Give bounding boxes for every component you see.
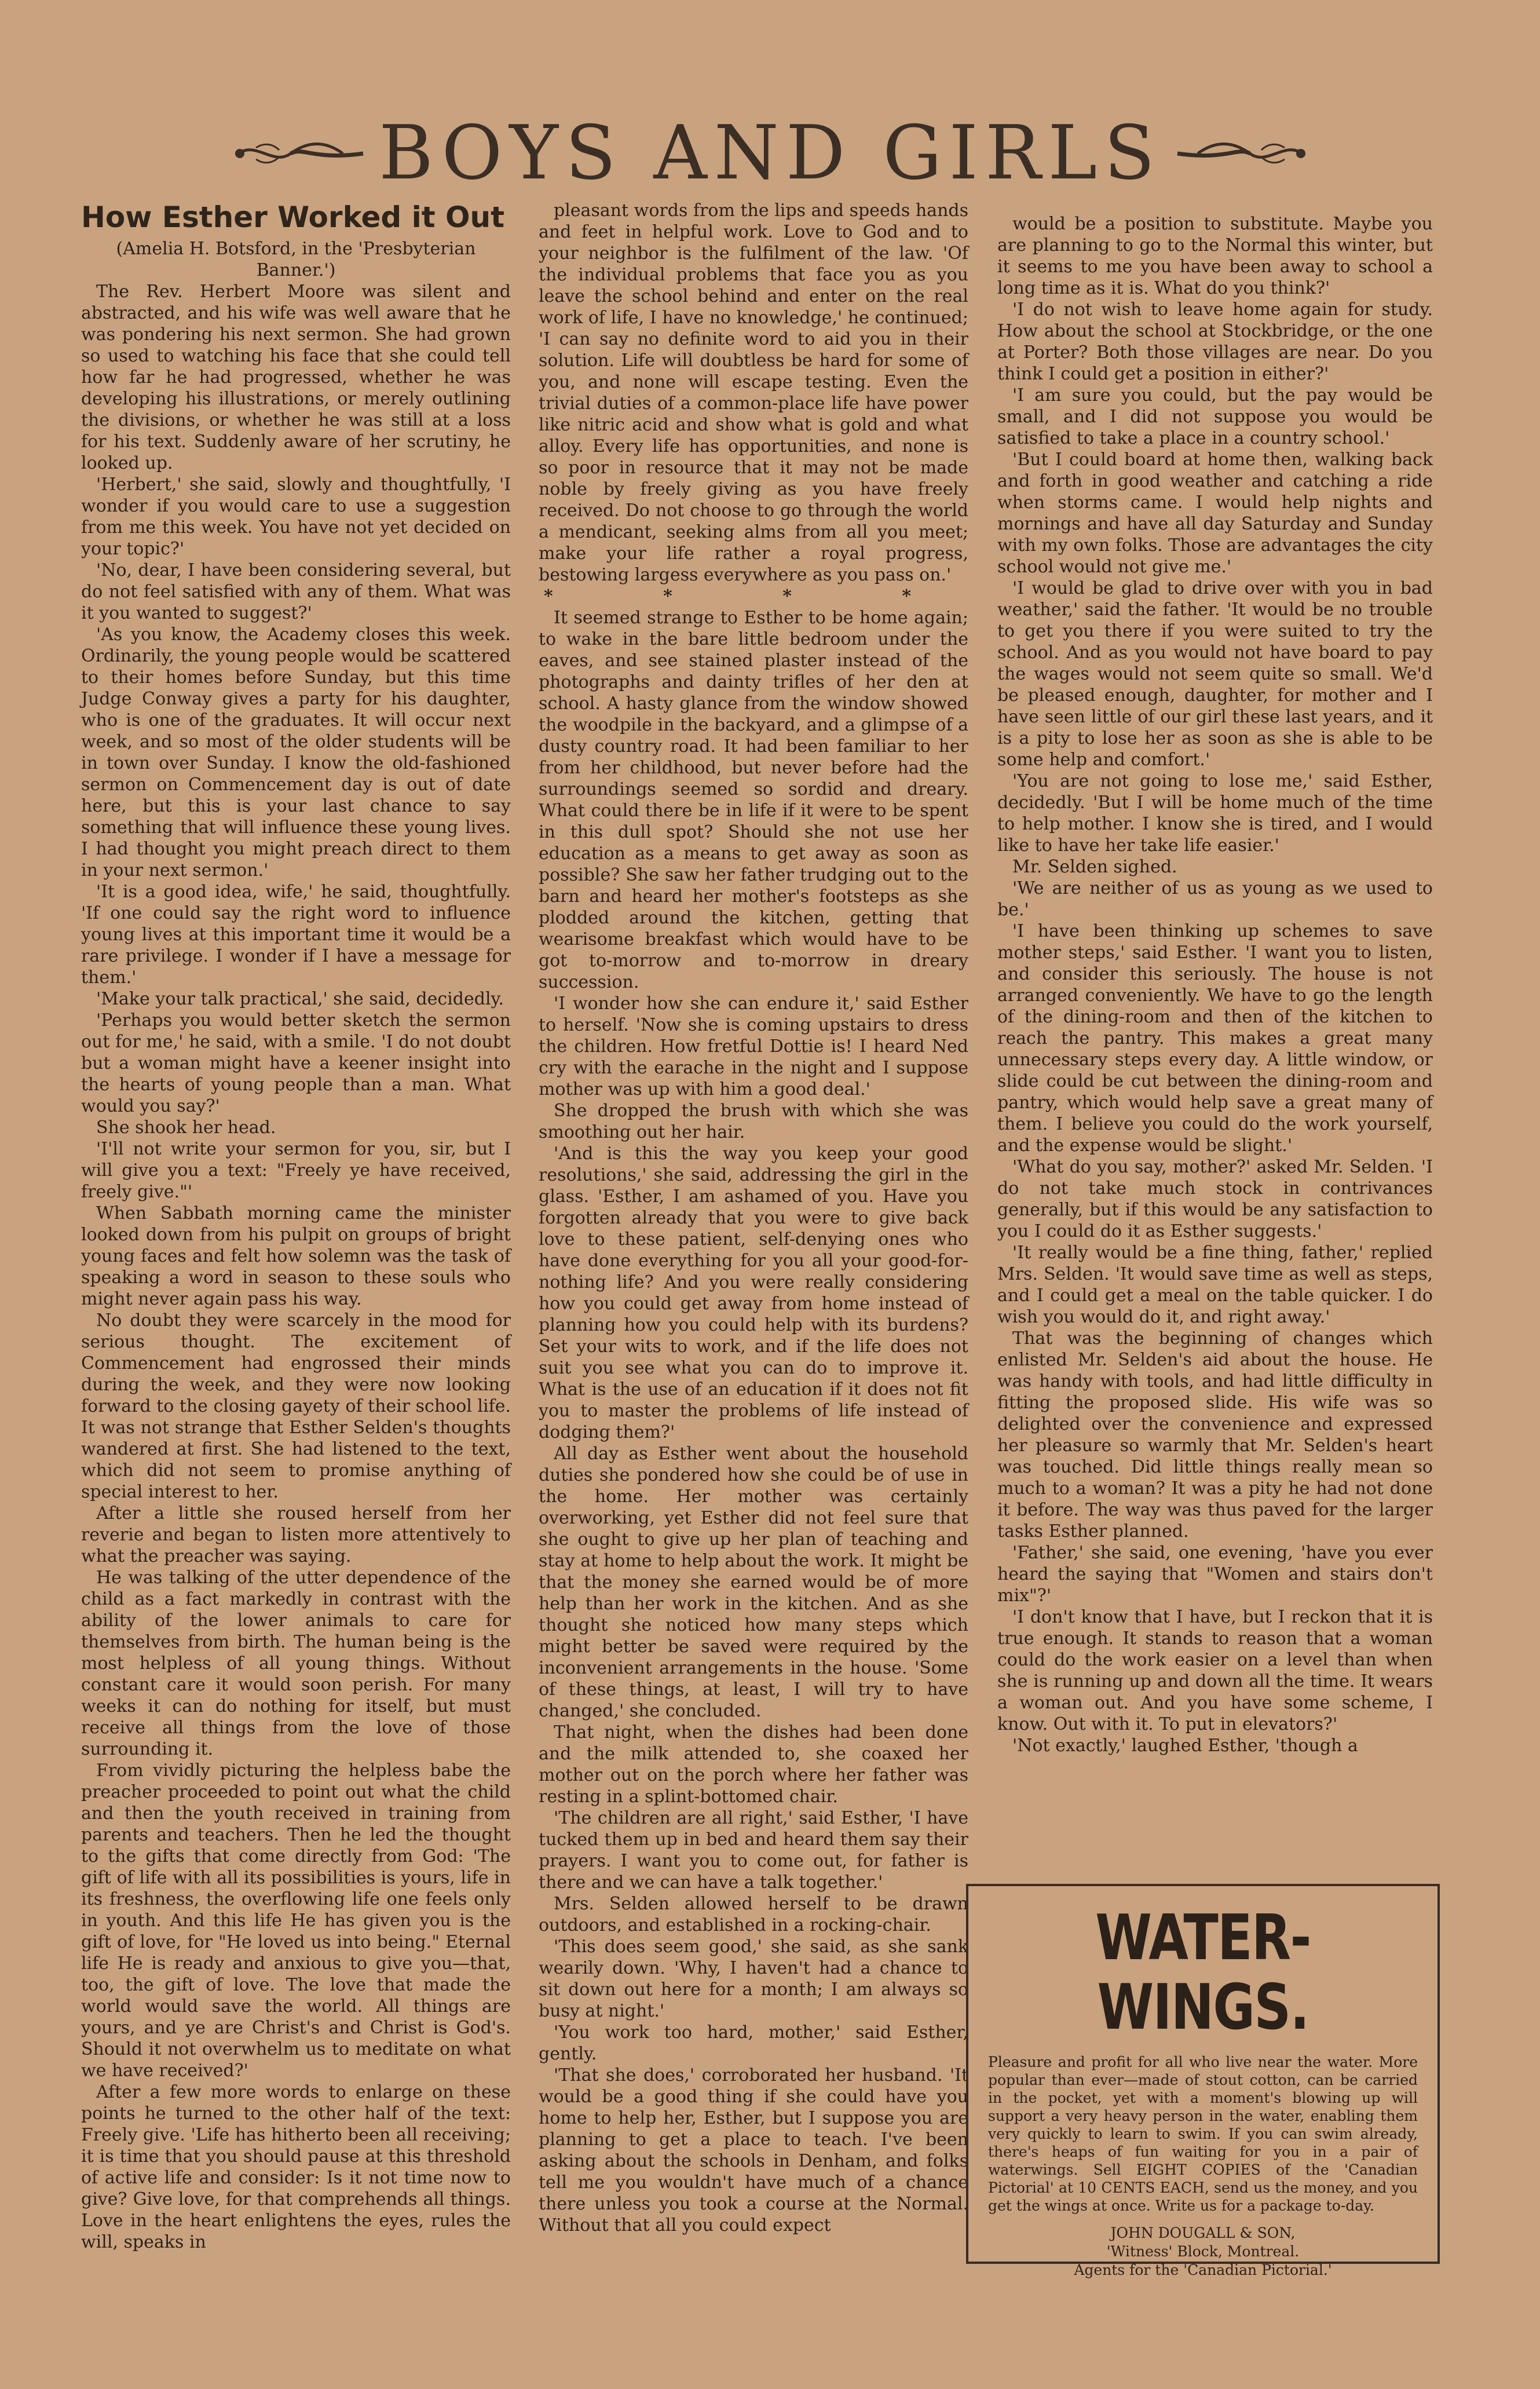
article-byline: (Amelia H. Botsford, in the 'Presbyterian Banner.'): [116, 239, 476, 280]
article-paragraph: She shook her head.: [96, 1117, 276, 1138]
article-title: How Esther Worked it Out: [81, 200, 505, 234]
article-paragraph: That was the beginning of changes which enlisted Mr. Selden's aid about the house. He was handy with tools, and had little difficulty in fitting the proposed slide. His wife was so delighted over the convenience and expressed her pleasure so warmly that Mr. Selden's heart was touched. Did little things really mean so much to a woman? It was a pity he had not done it before. The way was thus paved for the larger tasks Esther planned.: [997, 1328, 1433, 1541]
article-column-3: [997, 213, 1433, 1756]
article-paragraph: It seemed strange to Esther to be home again; to wake in the bare little bedroom under the eaves, and see stained plaster instead of the photographs and dainty trifles of her den at school. A hasty glance from the window showed the woodpile in the backyard, and a glimpse of a dusty country road. It had been familiar to her from her childhood, but never before had the surroundings seemed so sordid and dreary. What could there be in life if it were to be spent in this dull spot? Should she not use her education as a means to get away as soon as possible? She saw her father trudging out to the barn and heard her mother's footsteps as she plodded around the kitchen, getting that wearisome breakfast which would have to be got to-morrow and to-morrow in dreary succession.: [539, 608, 968, 992]
column-3-paragraphs: [997, 213, 1433, 1756]
article-paragraph: 'That she does,' corroborated her husband. 'It would be a good thing if she could have you home to help her, Esther, but I suppose you are planning to get a place to teach. I've been asking about the schools in Denham, and folks tell me you wouldn't have much of a chance there unless you took a course at the Normal. Without that all you could expect: [539, 2065, 968, 2235]
article-paragraph: That night, when the dishes had been done and the milk attended to, she coaxed her mother out on the porch where her father was resting in a splint-bottomed chair.: [539, 1722, 968, 1807]
article-paragraph: 'Perhaps you would better sketch the sermon out for me,' he said, with a smile. 'I do not doubt but a woman might have a keener insight into the hearts of young people than a man. What would you say?': [81, 1010, 511, 1116]
article-paragraph: 'Make your talk practical,' she said, decidedly.: [96, 989, 504, 1009]
ad-signature-name: JOHN DOUGALL & SON,: [1110, 2224, 1296, 2241]
ad-signature: [988, 2224, 1418, 2280]
article-paragraph: 'As you know, the Academy closes this week. Ordinarily, the young people would be scattered to their homes before Sunday, but this time Judge Conway gives a party for his daughter, who is one of the graduates. It will occur next week, and so most of the older students will be in town over Sunday. I know the old-fashioned sermon on Commencement day is out of date here, but this is your last chance to say something that will influence these young lives. I had thought you might preach direct to them in your next sermon.': [81, 624, 511, 881]
article-paragraph: pleasant words from the lips and speeds hands and feet in helpful work. Love to God and to your neighbor is the fulfilment of the law. 'Of the individual problems that face you as you leave the school behind and enter on the real work of life, I have no knowledge,' he continued; 'I can say no definite word to aid you in their solution. Life will doubtless be hard for some of you, and none will escape testing. Even the trivial duties of a common-place life have power like nitric acid and show what is gold and what alloy. Every life has opportunities, and none is so poor in resource that it may not be made noble by freely giving as you have freely received. Do not choose to go through the world a mendicant, seeking alms from all you meet; make your life rather a royal progress, bestowing largess everywhere as you pass on.': [539, 200, 968, 585]
article-paragraph: He was talking of the utter dependence of the child as a fact markedly in contrast with the ability of the lower animals to care for themselves from birth. The human being is the most helpless of all young things. Without constant care it would soon perish. For many weeks it can do nothing for itself, but must receive all things from the love of those surrounding it.: [81, 1568, 511, 1759]
article-paragraph: After a little she roused herself from her reverie and began to listen more attentively to what the preacher was saying.: [81, 1503, 511, 1566]
article-paragraph: 'I would be glad to drive over with you in bad weather,' said the father. 'It would be no trouble to get you there if you were suited to try the school. And as you would not have board to pay the wages would not seem quite so small. We'd be pleased enough, daughter, for mother and I have seen little of our girl these last years, and it is a pity to lose her as soon as she is able to be some help and comfort.': [997, 578, 1433, 770]
article-paragraph: 'I don't know that I have, but I reckon that it is true enough. It stands to reason that a woman could do the work easier on a level than when she is running up and down all the time. It wears a woman out. And you have some scheme, I know. Out with it. To put in elevators?': [997, 1607, 1433, 1734]
article-paragraph: From vividly picturing the helpless babe the preacher proceeded to point out what the child and then the youth received in training from parents and teachers. Then he led the thought to the gifts that come directly from God: 'The gift of life with all its possibilities is yours, life in its freshness, the overflowing life one feels only in youth. And this life He has given you is the gift of love, for "He loved us into being." Eternal life He is ready and anxious to give you—that, too, the gift of love. The love that made the world would save the world. All things are yours, and ye are Christ's and Christ is God's. Should it not overwhelm us to meditate on what we have received?': [81, 1760, 511, 2081]
article-paragraph: 'But I could board at home then, walking back and forth in good weather and catching a ride when storms came. I would help nights and mornings and have all day Saturday and Sunday with my own folks. Those are advantages the city school would not give me.': [997, 450, 1433, 577]
article-paragraph: Mr. Selden sighed.: [1012, 857, 1177, 877]
article-paragraph: When Sabbath morning came the minister looked down from his pulpit on groups of bright young faces and felt how solemn was the task of speaking a word in season to these souls who might never again pass his way.: [81, 1203, 511, 1309]
article-paragraph: 'I have been thinking up schemes to save mother steps,' said Esther. 'I want you to listen, and consider this seriously. The house is not arranged conveniently. We have to go the length of the dining-room and then of the kitchen to reach the pantry. This makes a great many unnecessary steps every day. A little window, or slide could be cut between the dining-room and pantry, which would help save a great many of them. I believe you could do the work yourself, and the expense would be slight.': [997, 921, 1433, 1156]
masthead: [208, 110, 1332, 197]
article-column-1: [81, 200, 511, 2253]
article-paragraph: 'You work too hard, mother,' said Esther, gently.: [539, 2022, 968, 2064]
article-paragraph: No doubt they were scarcely in the mood for serious thought. The excitement of Commencement had engrossed their minds during the week, and they were now looking forward to the closing gayety of their school life. It was not strange that Esther Selden's thoughts wandered at first. She had listened to the text, which did not seem to promise anything of special interest to her.: [81, 1310, 511, 1502]
article-paragraph: 'Not exactly,' laughed Esther, 'though a: [1012, 1736, 1358, 1756]
ad-title: WATER-WINGS.: [1095, 1902, 1311, 2044]
article-paragraph: 'It is a good idea, wife,' he said, thoughtfully. 'If one could say the right word to influence young lives at this important time it would be a rare privilege. I wonder if I have a message for them.': [81, 882, 511, 988]
article-paragraph: 'You are not going to lose me,' said Esther, decidedly. 'But I will be home much of the time to help mother. I know she is tired, and I would like to have her take life easier.': [997, 771, 1433, 856]
article-paragraph: 'The children are all right,' said Esther, 'I have tucked them up in bed and heard them say their prayers. I want you to come out, for father is there and we can have a talk together.': [539, 1808, 968, 1893]
column-2-paragraphs-bottom: [539, 607, 968, 2236]
column-1-paragraphs: [81, 281, 511, 2253]
section-break-stars: * * * *: [543, 586, 964, 607]
article-paragraph: 'I wonder how she can endure it,' said Esther to herself. 'Now she is coming upstairs to dress the children. How fretful Dottie is! I heard Ned cry with the earache in the night and I suppose mother was up with him a good deal.': [539, 993, 968, 1099]
article-paragraph: 'What do you say, mother?' asked Mr. Selden. 'I do not take much stock in contrivances generally, but if this would be any satisfaction to you I could do it as Esther suggests.': [997, 1157, 1433, 1241]
right-flourish-ornament: [1175, 136, 1308, 171]
article-paragraph: would be a position to substitute. Maybe you are planning to go to the Normal this winter, but it seems to me you have been away to school a long time as it is. What do you think?': [997, 214, 1433, 298]
article-paragraph: 'Herbert,' she said, slowly and thoughtfully, 'I wonder if you would care to use a suggestion from me this week. You have not yet decided on your topic?': [81, 474, 511, 559]
article-paragraph: 'I'll not write your sermon for you, sir, but I will give you a text: "Freely ye have received, freely give."': [81, 1139, 511, 1202]
article-paragraph: 'This does seem good,' she said, as she sank wearily down. 'Why, I haven't had a chance to sit down out here for a month; I am always so busy at night.': [539, 1937, 968, 2021]
article-paragraph: 'We are neither of us as young as we used to be.': [997, 878, 1433, 920]
article-paragraph: After a few more words to enlarge on these points he turned to the other half of the text: Freely give. 'Life has hitherto been all receiving; it is time that you should pause at this threshold of active life and consider: Is it not time now to give? Give love, for that comprehends all things. Love in the heart enlightens the eyes, rules the will, speaks in: [81, 2082, 511, 2252]
article-paragraph: She dropped the brush with which she was smoothing out her hair.: [539, 1101, 968, 1142]
article-paragraph: Mrs. Selden allowed herself to be drawn outdoors, and established in a rocking-chair.: [539, 1894, 968, 1935]
left-flourish-ornament: [233, 136, 366, 171]
ad-body: Pleasure and profit for all who live near the water. More popular than ever—made of stout cotton, can be carried in the pocket, yet with a moment's blowing up will support a very heavy person in the water, enabling them very quickly to learn to swim. If you can swim already, there's heaps of fun waiting for you in a pair of waterwings. Sell EIGHT COPIES of the 'Canadian Pictorial' at 10 CENTS EACH, send us the money, and you get the wings at once. Write us for a package to-day.: [988, 2054, 1418, 2214]
article-paragraph: The Rev. Herbert Moore was silent and abstracted, and his wife was well aware that he was pondering his next sermon. She had grown so used to watching his face that she could tell how far he had progressed, whether he was developing his illustrations, or merely outlining the divisions, or whether he was still at a loss for his text. Suddenly aware of her scrutiny, he looked up.: [81, 282, 511, 473]
ad-signature-address: 'Witness' Block, Montreal.: [1106, 2243, 1300, 2260]
article-paragraph: 'I am sure you could, but the pay would be small, and I did not suppose you would be satisfied to take a place in a country school.': [997, 385, 1433, 448]
article-paragraph: All day as Esther went about the household duties she pondered how she could be of use in the home. Her mother was certainly overworking, yet Esther did not feel sure that she ought to give up her plan of teaching and stay at home to help about the work. It might be that the money she earned would be of more help than her work in the kitchen. And as she thought she noticed how many steps which might better be saved were required by the inconvenient arrangements in the house. 'Some of these things, at least, I will try to have changed,' she concluded.: [539, 1444, 968, 1721]
article-paragraph: 'I do not wish to leave home again for study. How about the school at Stockbridge, or the one at Porter? Both those villages are near. Do you think I could get a position in either?': [997, 299, 1433, 384]
article-paragraph: 'No, dear, I have been considering several, but do not feel satisfied with any of them. What was it you wanted to suggest?': [81, 560, 511, 623]
column-2-paragraphs-top: [539, 200, 968, 586]
article-column-2: [539, 200, 968, 2236]
section-title: BOYS AND GIRLS: [379, 110, 1162, 196]
article-paragraph: 'And is this the way you keep your good resolutions,' she said, addressing the girl in the glass. 'Esther, I am ashamed of you. Have you forgotten already that you were to give back love to these patient, self-denying ones who have done everything for you all your good-for-nothing life? And you were really considering how you could get away from home instead of planning how you could help with its burdens? Set your wits to work, and if the life does not suit you see what you can do to improve it. What is the use of an education if it does not fit you to master the problems of life instead of dodging them?': [539, 1144, 968, 1442]
article-paragraph: 'Father,' she said, one evening, 'have you ever heard the saying that "Women and stairs don't mix"?': [997, 1543, 1433, 1606]
water-wings-advertisement: [966, 1884, 1440, 2278]
ad-signature-agents: Agents for the 'Canadian Pictorial.': [1074, 2262, 1332, 2278]
article-paragraph: 'It really would be a fine thing, father,' replied Mrs. Selden. 'It would save time as well as steps, and I could get a meal on the table quicker. I do wish you would do it, and right away.': [997, 1243, 1433, 1327]
